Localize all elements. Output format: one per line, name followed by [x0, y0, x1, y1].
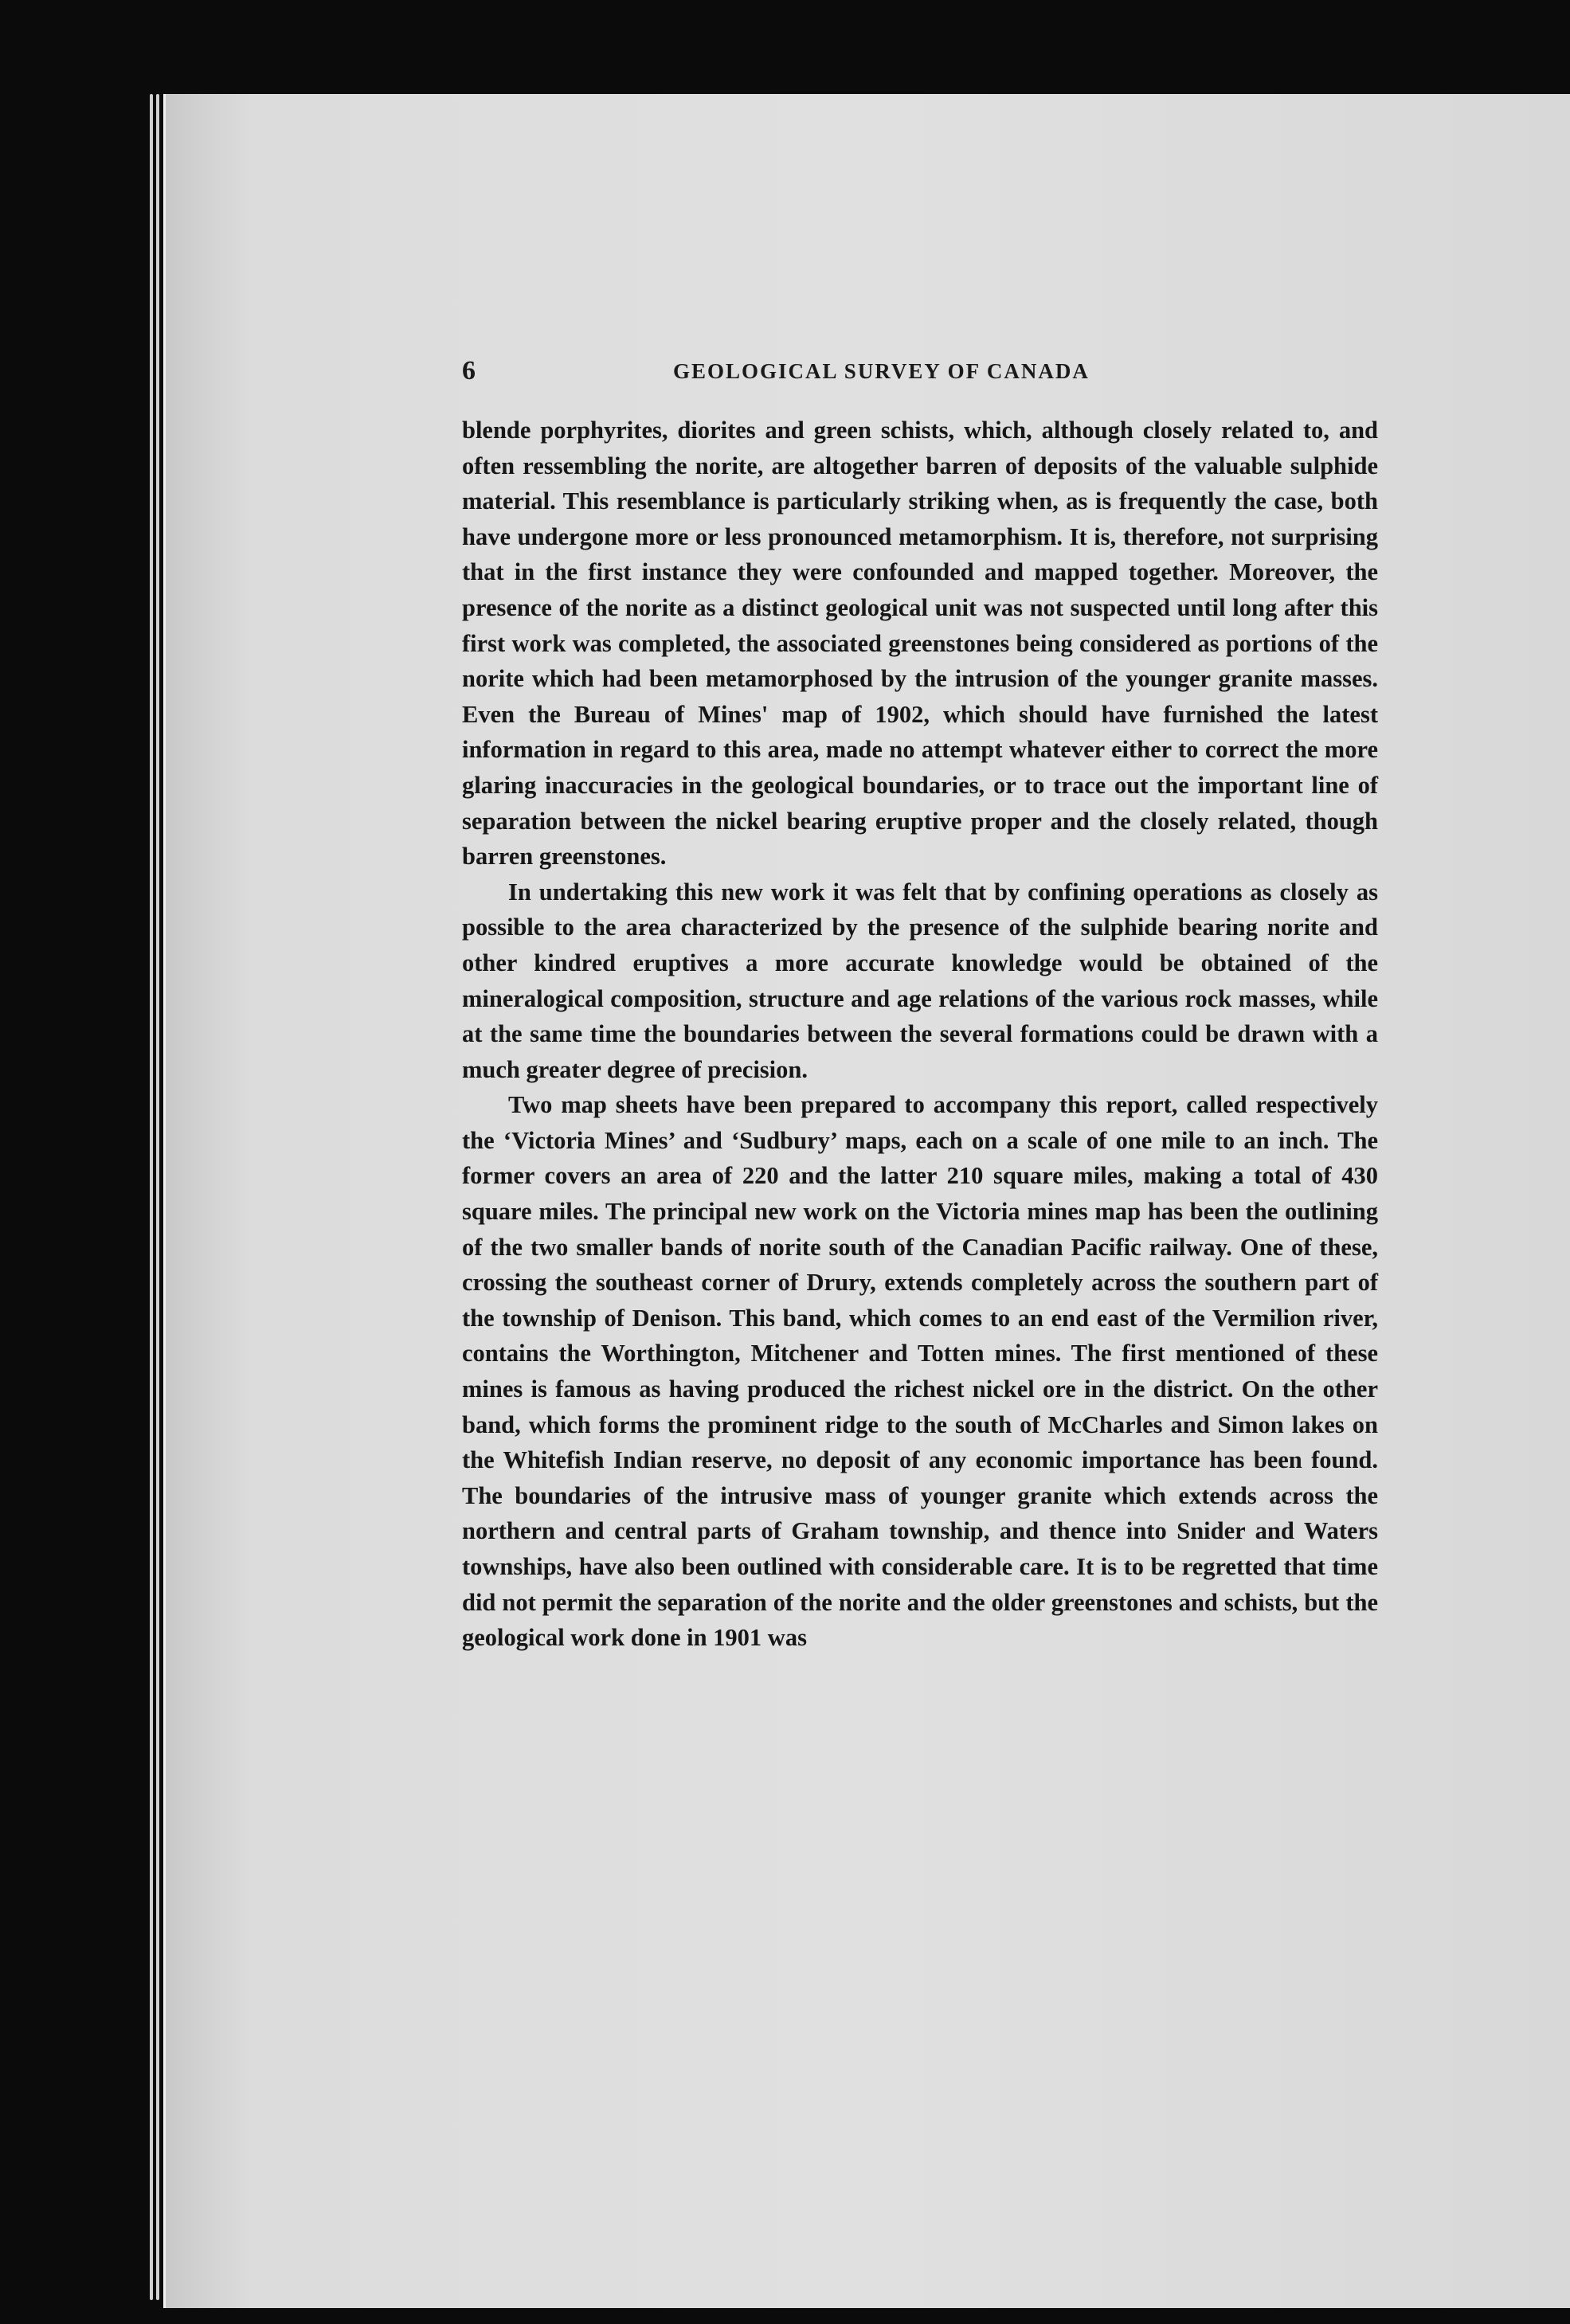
page-edge-decoration	[156, 94, 159, 2300]
running-head: GEOLOGICAL SURVEY OF CANADA	[673, 359, 1090, 383]
page-number: 6	[462, 356, 476, 385]
paragraph: blende porphyrites, diorites and green schists, which, although closely related to, and often ressembling the norite, are altogether barren of deposits of the valuable sulphide material. This resemblance is particularly striking when, as is frequently the case, both have undergone more or less pronounced metamorphism. It is, therefore, not surprising that in the first instance they were confounded and mapped together. Moreover, the presence of the norite as a distinct geological unit was not suspected until long after this first work was completed, the associated greenstones being considered as portions of the norite which had been metamorphosed by the intrusion of the younger granite masses. Even the Bureau of Mines' map of 1902, which should have furnished the latest information in regard to this area, made no attempt whatever either to correct the more glaring inaccuracies in the geological boundaries, or to trace out the important line of separation between the nickel bearing eruptive proper and the closely related, though barren greenstones.	[462, 417, 1378, 871]
page-edge-decoration	[150, 94, 153, 2300]
page-header	[462, 356, 1386, 391]
paragraph: In undertaking this new work it was felt that by confining operations as closely as possible to the area characterized by the presence of the sulphide bearing norite and other kindred eruptives a more accurate knowledge would be obtained of the mineralogical composition, structure and age relations of the various rock masses, while at the same time the boundaries between the several formations could be drawn with a much greater degree of precision.	[462, 878, 1378, 1083]
paragraph: Two map sheets have been prepared to accompany this report, called respectively the ‘Victoria Mines’ and ‘Sudbury’ maps, each on a scale of one mile to an inch. The former covers an area of 220 and the latter 210 square miles, making a total of 430 square miles. The principal new work on the Victoria mines map has been the outlining of the two smaller bands of norite south of the Canadian Pacific railway. One of these, crossing the southeast corner of Drury, extends completely across the southern part of the township of Denison. This band, which comes to an end east of the Vermilion river, contains the Worthington, Mitchener and Totten mines. The first mentioned of these mines is famous as having produced the richest nickel ore in the district. On the other band, which forms the prominent ridge to the south of McCharles and Simon lakes on the Whitefish Indian reserve, no deposit of any economic importance has been found. The boundaries of the intrusive mass of younger granite which extends across the northern and central parts of Graham township, and thence into Snider and Waters townships, have also been outlined with considerable care. It is to be regretted that time did not permit the separation of the norite and the older greenstones and schists, but the geological work done in 1901 was	[462, 1091, 1378, 1652]
body-text	[462, 413, 1378, 1656]
